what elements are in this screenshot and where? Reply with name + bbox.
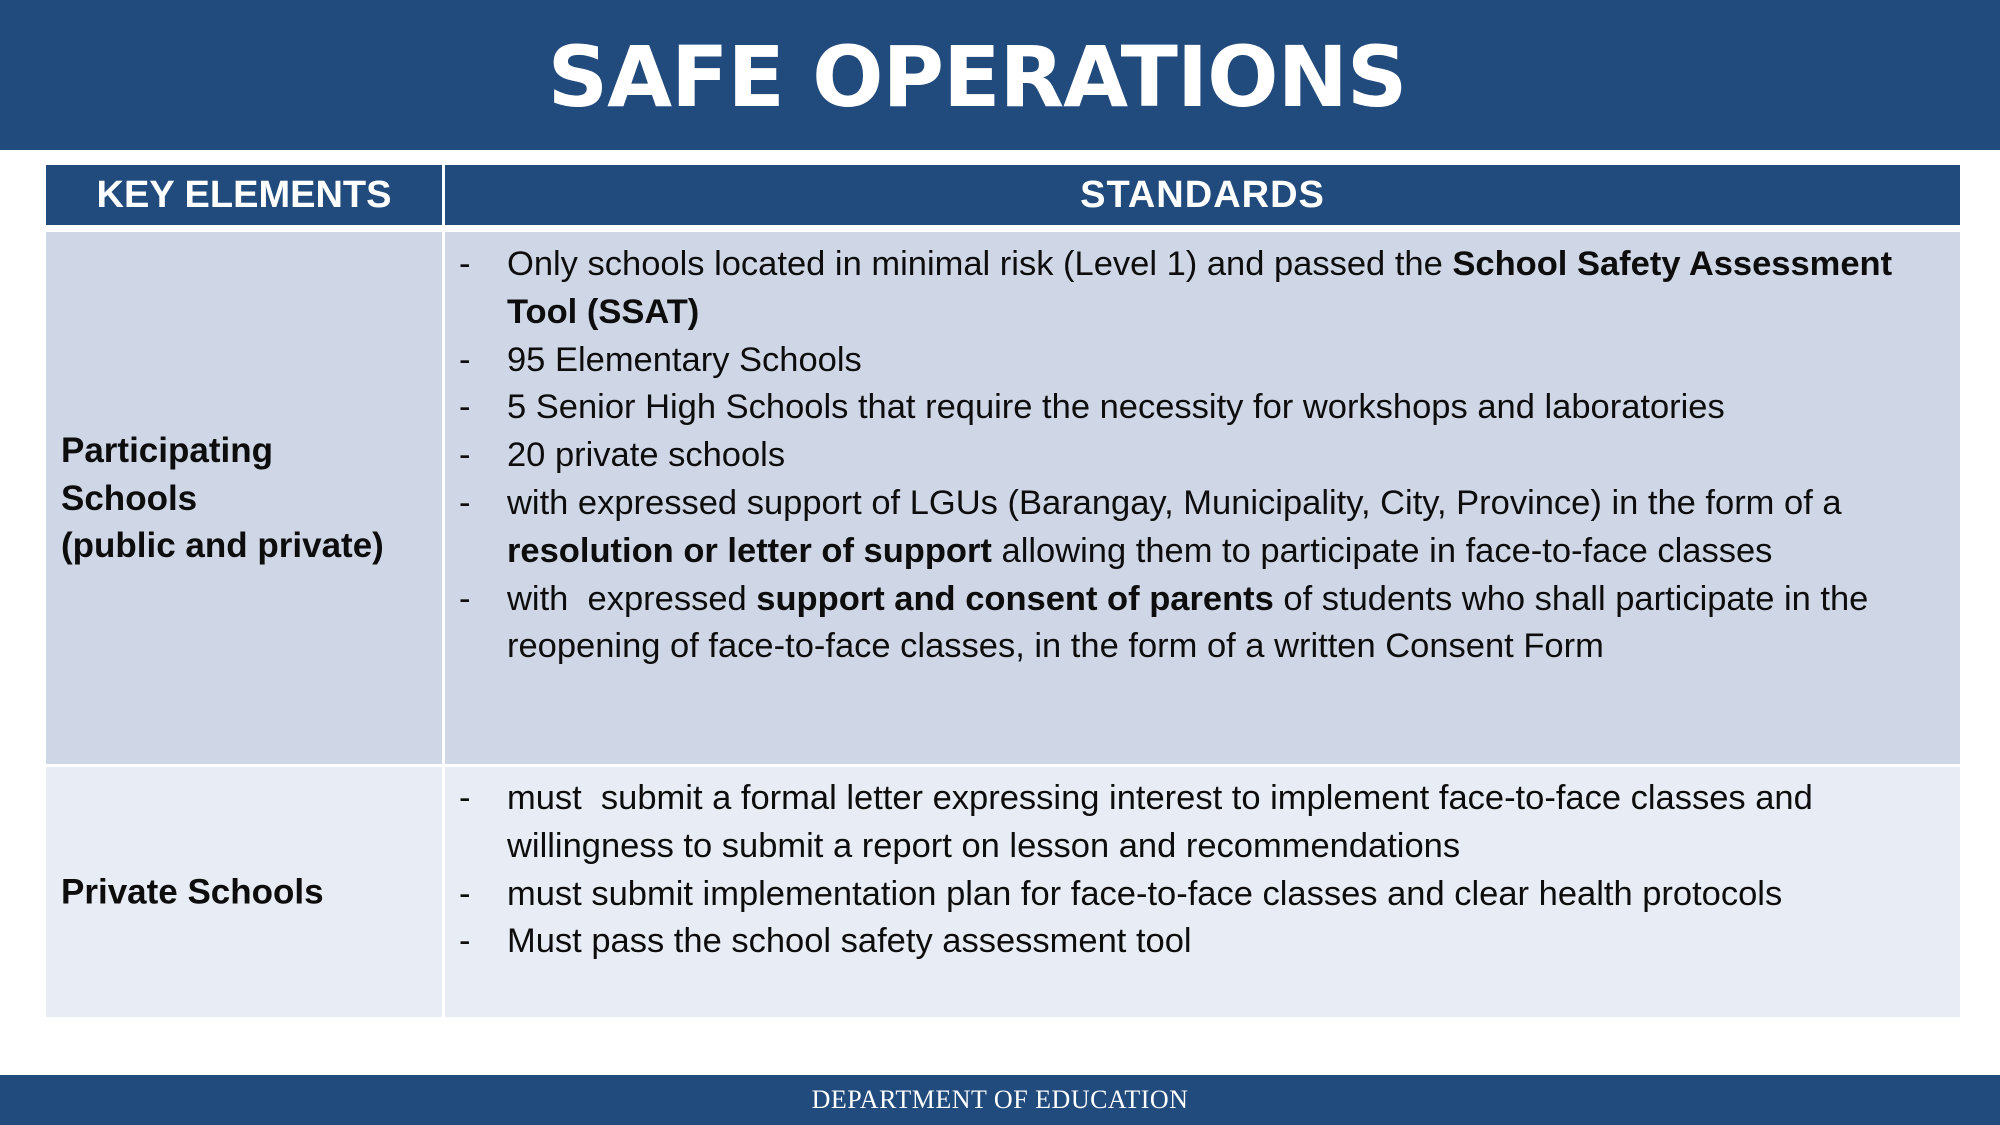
dash-bullet-icon: -	[459, 340, 471, 379]
title-bar	[0, 0, 2000, 150]
dash-bullet-icon: -	[459, 874, 471, 913]
standard-item	[445, 480, 1960, 576]
standard-item	[445, 918, 1960, 966]
row-participating-schools-key	[46, 232, 442, 764]
dash-bullet-icon: -	[459, 436, 471, 475]
standard-text: 95 Elementary Schools	[507, 340, 862, 379]
slide-title: SAFE OPERATIONS	[547, 28, 1407, 126]
standard-item	[445, 432, 1960, 480]
standard-text: must submit implementation plan for face-to-face classes and clear health protocols	[507, 874, 1783, 913]
dash-bullet-icon: -	[459, 483, 471, 522]
standard-item	[445, 241, 1960, 337]
standard-text: 5 Senior High Schools that require the necessity for workshops and laboratories	[507, 388, 1725, 427]
standard-item	[445, 871, 1960, 919]
standard-text: must submit a formal letter expressing interest to implement face-to-face classes and willingness to submit a report on lesson and recommendations	[507, 779, 1823, 865]
standard-text-bold: support and consent of parents	[756, 579, 1274, 618]
key-element-line: Schools	[61, 478, 198, 518]
standard-text: allowing them to participate in face-to-face classes	[991, 531, 1773, 570]
footer-bar	[0, 1075, 2000, 1125]
row-private-schools-standards	[445, 767, 1960, 1017]
standard-text: with expressed	[507, 579, 757, 618]
standard-text-bold: School Safety Assessment Tool (SSAT)	[507, 245, 1893, 331]
row-private-schools-key	[46, 767, 442, 1017]
key-element-line: Private Schools	[61, 872, 324, 912]
standard-text: 20 private schools	[507, 436, 786, 475]
standard-item	[445, 775, 1960, 871]
standard-item	[445, 384, 1960, 432]
standard-text: Must pass the school safety assessment tool	[507, 922, 1192, 961]
key-element-label	[61, 427, 434, 570]
standards-list	[445, 241, 1960, 671]
standard-text: with expressed support of LGUs (Barangay, Municipality, City, Province) in the form of a	[507, 483, 1842, 522]
standard-item	[445, 576, 1960, 672]
key-element-line: Participating	[61, 430, 273, 470]
dash-bullet-icon: -	[459, 922, 471, 961]
footer-text: DEPARTMENT OF EDUCATION	[811, 1085, 1189, 1114]
row-participating-schools-standards	[445, 232, 1960, 764]
key-element-label	[61, 868, 434, 916]
dash-bullet-icon: -	[459, 245, 471, 283]
standards-list	[445, 775, 1960, 966]
standard-text: of students who shall participate in the reopening of face-to-face classes, in the form of a written Consent Form	[507, 579, 1869, 666]
header-standards: STANDARDS	[445, 165, 1960, 225]
standard-text: Only schools located in minimal risk (Level 1) and passed the	[507, 245, 1453, 283]
standard-text-bold: resolution or letter of support	[507, 531, 992, 570]
standard-item	[445, 337, 1960, 385]
key-element-line: (public and private)	[61, 525, 384, 565]
dash-bullet-icon: -	[459, 388, 471, 427]
dash-bullet-icon: -	[459, 779, 471, 817]
header-key-elements: KEY ELEMENTS	[46, 165, 442, 225]
dash-bullet-icon: -	[459, 579, 471, 618]
